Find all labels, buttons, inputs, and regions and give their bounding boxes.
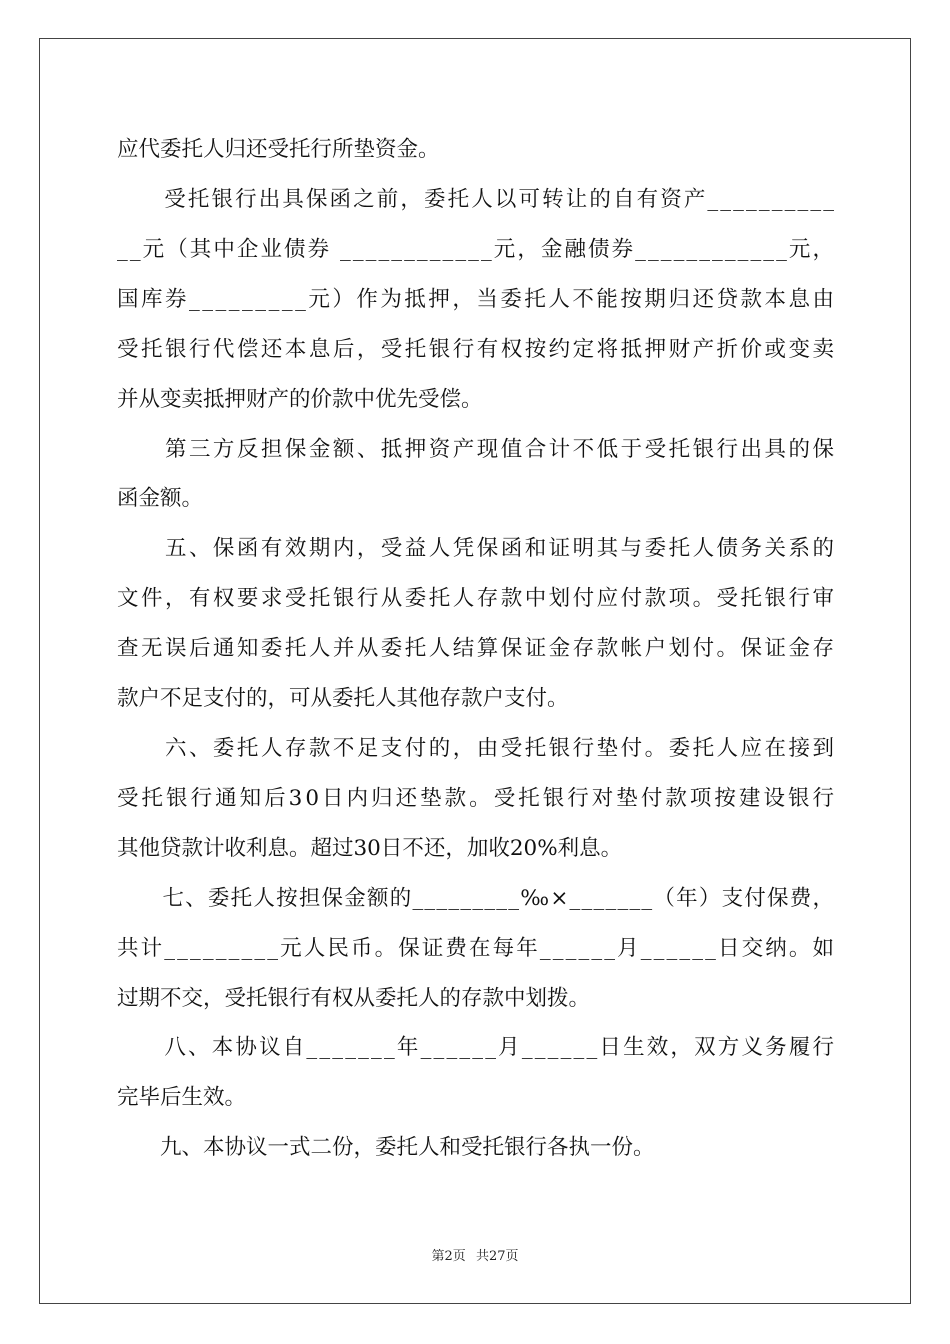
text-line: 款户不足支付的，可从委托人其他存款户支付。 xyxy=(117,686,569,711)
text-line: 九、本协议一式二份，委托人和受托银行各执一份。 xyxy=(117,1135,655,1160)
text-line: 受托银行代偿还本息后，受托银行有权按约定将抵押财产折价或变卖 xyxy=(117,337,837,362)
text-line: 六、委托人存款不足支付的，由受托银行垫付。委托人应在接到 xyxy=(117,736,837,761)
text-line: 国库券_________元）作为抵押，当委托人不能按期归还贷款本息由 xyxy=(117,287,837,312)
page-footer xyxy=(0,1245,950,1264)
text-line: 过期不交，受托银行有权从委托人的存款中划拨。 xyxy=(117,986,591,1011)
page-number: 第2页 xyxy=(431,1249,466,1264)
text-line: 其他贷款计收利息。超过30日不还，加收20%利息。 xyxy=(117,836,623,861)
text-line: 完毕后生效。 xyxy=(117,1085,247,1110)
page-border xyxy=(39,38,911,1304)
text-line: 受托银行出具保函之前，委托人以可转让的自有资产__________ xyxy=(117,187,837,212)
text-line: 并从变卖抵押财产的价款中优先受偿。 xyxy=(117,387,483,412)
text-line: 七、委托人按担保金额的_________‰×_______（年）支付保费， xyxy=(117,886,836,911)
text-line: 共计_________元人民币。保证费在每年______月______日交纳。如 xyxy=(117,936,837,961)
text-line: 查无误后通知委托人并从委托人结算保证金存款帐户划付。保证金存 xyxy=(117,636,837,661)
text-line: 五、保函有效期内，受益人凭保函和证明其与委托人债务关系的 xyxy=(117,536,837,561)
text-line: 八、本协议自_______年______月______日生效，双方义务履行 xyxy=(117,1035,837,1060)
page-total: 共27页 xyxy=(475,1249,519,1264)
text-line: 文件，有权要求受托银行从委托人存款中划付应付款项。受托银行审 xyxy=(117,586,837,611)
text-line: 函金额。 xyxy=(117,486,204,511)
text-line: 第三方反担保金额、抵押资产现值合计不低于受托银行出具的保 xyxy=(117,437,837,462)
text-line: 应代委托人归还受托行所垫资金。 xyxy=(117,137,440,162)
text-line: __元（其中企业债券 ____________元，金融债券____________元， xyxy=(117,237,837,262)
text-line: 受托银行通知后30日内归还垫款。受托银行对垫付款项按建设银行 xyxy=(117,786,838,811)
